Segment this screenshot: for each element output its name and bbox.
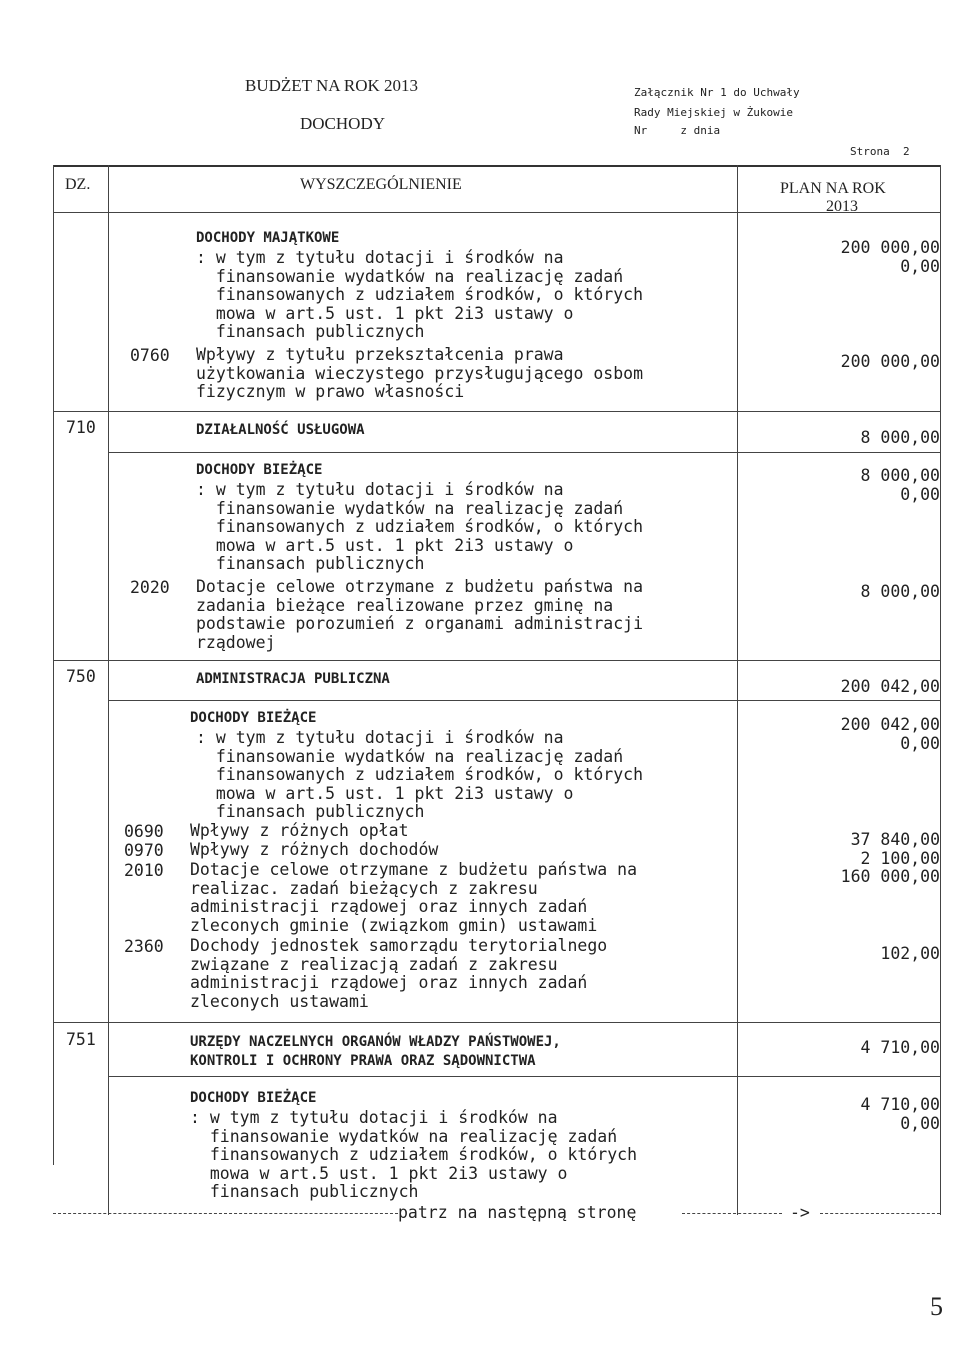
item-code: 0970 <box>124 841 164 860</box>
section-amount: 200 042,00 <box>840 677 940 696</box>
item-code: 0690 <box>124 822 164 841</box>
item-line: podstawie porozumień z organami administracji <box>196 614 644 633</box>
item-amount: 2 100,00 <box>860 849 940 868</box>
annex-line2: Rady Miejskiej w Żukowie <box>634 106 793 119</box>
note-line: finansowanych z udziałem środków, o których <box>196 517 644 536</box>
item-line: zadania bieżące realizowane przez gminę na <box>196 595 614 615</box>
continuation-arrow: -> <box>790 1203 810 1222</box>
note-line: : w tym z tytułu dotacji i środków na <box>190 1108 558 1127</box>
item-amount: 102,00 <box>880 944 940 963</box>
item-description: Wpływy z różnych dochodów <box>190 840 439 859</box>
block-note <box>196 249 643 342</box>
block-heading-amount: 200 000,00 <box>840 238 940 257</box>
block-heading: DOCHODY BIEŻĄCE <box>196 462 323 478</box>
note-line: finansowanie wydatków na realizację zadań <box>196 498 624 518</box>
block-note <box>196 481 643 574</box>
item-amount: 200 000,00 <box>840 352 940 371</box>
block-note-amount: 0,00 <box>900 485 940 504</box>
item-description: Wpływy z różnych opłat <box>190 821 409 840</box>
section-dz-code: 750 <box>66 667 96 686</box>
section-title: URZĘDY NACZELNYCH ORGANÓW WŁADZY PAŃSTWOWEJ, <box>190 1034 561 1050</box>
section-divider <box>53 660 940 661</box>
continuation-dash-left <box>53 1213 398 1214</box>
item-line: Wpływy z tytułu przekształcenia prawa <box>196 345 564 364</box>
note-line: finansach publicznych <box>196 554 425 573</box>
table-left-border <box>53 165 54 1165</box>
block-note-amount: 0,00 <box>900 1114 940 1133</box>
section-divider <box>53 411 940 412</box>
note-line: finansowanych z udziałem środków, o których <box>196 285 644 304</box>
page-number: 5 <box>930 1292 943 1321</box>
block-heading: DOCHODY MAJĄTKOWE <box>196 230 340 246</box>
note-line: finansowanie wydatków na realizację zadań <box>196 266 624 286</box>
continuation-text: patrz na następną stronę <box>398 1203 637 1222</box>
item-code: 2360 <box>124 937 164 956</box>
item-code: 2020 <box>130 578 170 597</box>
col-header-description: WYSZCZEGÓLNIENIE <box>300 176 462 193</box>
item-code: 0760 <box>130 346 170 365</box>
section-amount: 8 000,00 <box>860 428 940 447</box>
item-description <box>190 937 607 1011</box>
section-amount: 4 710,00 <box>860 1038 940 1057</box>
col-header-dz: DZ. <box>65 176 91 193</box>
item-line: rządowej <box>196 632 276 652</box>
annex-line1: Załącznik Nr 1 do Uchwały <box>634 86 800 99</box>
item-line: Dotacje celowe otrzymane z budżetu państwa na <box>190 860 638 879</box>
note-line: mowa w art.5 ust. 1 pkt 2i3 ustawy o <box>196 535 574 555</box>
note-line: finansowanie wydatków na realizację zadań <box>190 1126 618 1146</box>
section-divider <box>108 700 940 701</box>
page-label: Strona 2 <box>850 145 910 158</box>
note-line: mowa w art.5 ust. 1 pkt 2i3 ustawy o <box>196 303 574 323</box>
item-description <box>190 861 637 935</box>
note-line: finansach publicznych <box>190 1182 419 1201</box>
item-line: zleconych gminie (związkom gmin) ustawami <box>190 915 598 935</box>
item-line: zleconych ustawami <box>190 991 369 1011</box>
note-line: finansach publicznych <box>196 322 425 341</box>
section-title: ADMINISTRACJA PUBLICZNA <box>196 671 390 687</box>
section-divider <box>108 452 940 453</box>
note-line: finansach publicznych <box>196 802 425 821</box>
item-line: związane z realizacją zadań z zakresu <box>190 954 558 974</box>
block-note <box>190 1109 637 1202</box>
block-note-amount: 0,00 <box>900 257 940 276</box>
note-line: finansowanych z udziałem środków, o których <box>190 1145 638 1164</box>
budget-subtitle: DOCHODY <box>300 114 385 133</box>
continuation-dash-mid <box>682 1213 782 1214</box>
block-note <box>196 729 643 822</box>
dz-column-divider <box>108 165 109 1215</box>
section-dz-code: 710 <box>66 418 96 437</box>
item-line: administracji rządowej oraz innych zadań <box>190 897 588 916</box>
item-line: fizycznym w prawo własności <box>196 382 465 401</box>
item-line: Dotacje celowe otrzymane z budżetu państwa na <box>196 577 644 596</box>
item-line: Dochody jednostek samorządu terytorialnego <box>190 936 608 955</box>
item-line: realizac. zadań bieżących z zakresu <box>190 878 538 898</box>
item-line: administracji rządowej oraz innych zadań <box>190 973 588 992</box>
continuation-dash-right <box>820 1213 940 1214</box>
item-amount: 8 000,00 <box>860 582 940 601</box>
item-description <box>196 578 643 652</box>
block-note-amount: 0,00 <box>900 734 940 753</box>
annex-line3: Nr z dnia <box>634 124 721 137</box>
note-line: : w tym z tytułu dotacji i środków na <box>196 248 564 267</box>
table-right-border <box>940 165 941 1215</box>
note-line: mowa w art.5 ust. 1 pkt 2i3 ustawy o <box>196 783 574 803</box>
item-amount: 37 840,00 <box>850 830 940 849</box>
col-header-plan-year: 2013 <box>826 198 858 215</box>
table-top-border <box>53 165 940 167</box>
section-divider <box>53 1022 940 1023</box>
section-dz-code: 751 <box>66 1030 96 1049</box>
note-line: : w tym z tytułu dotacji i środków na <box>196 728 564 747</box>
note-line: finansowanie wydatków na realizację zadań <box>196 746 624 766</box>
item-amount: 160 000,00 <box>840 867 940 886</box>
section-title: KONTROLI I OCHRONY PRAWA ORAZ SĄDOWNICTWA <box>190 1053 536 1069</box>
item-line: użytkowania wieczystego przysługującego osbom <box>196 363 644 383</box>
note-line: finansowanych z udziałem środków, o których <box>196 765 644 784</box>
col-header-plan: PLAN NA ROK <box>780 180 886 197</box>
block-heading: DOCHODY BIEŻĄCE <box>190 710 317 726</box>
item-description <box>196 346 643 402</box>
section-title: DZIAŁALNOŚĆ USŁUGOWA <box>196 422 365 438</box>
block-heading-amount: 4 710,00 <box>860 1095 940 1114</box>
block-heading-amount: 200 042,00 <box>840 715 940 734</box>
block-heading-amount: 8 000,00 <box>860 466 940 485</box>
table-header-border <box>53 212 940 213</box>
item-code: 2010 <box>124 861 164 880</box>
budget-title: BUDŻET NA ROK 2013 <box>245 76 418 95</box>
section-divider <box>108 1076 940 1077</box>
plan-column-divider <box>737 165 738 1215</box>
note-line: : w tym z tytułu dotacji i środków na <box>196 480 564 499</box>
note-line: mowa w art.5 ust. 1 pkt 2i3 ustawy o <box>190 1163 568 1183</box>
block-heading: DOCHODY BIEŻĄCE <box>190 1090 317 1106</box>
